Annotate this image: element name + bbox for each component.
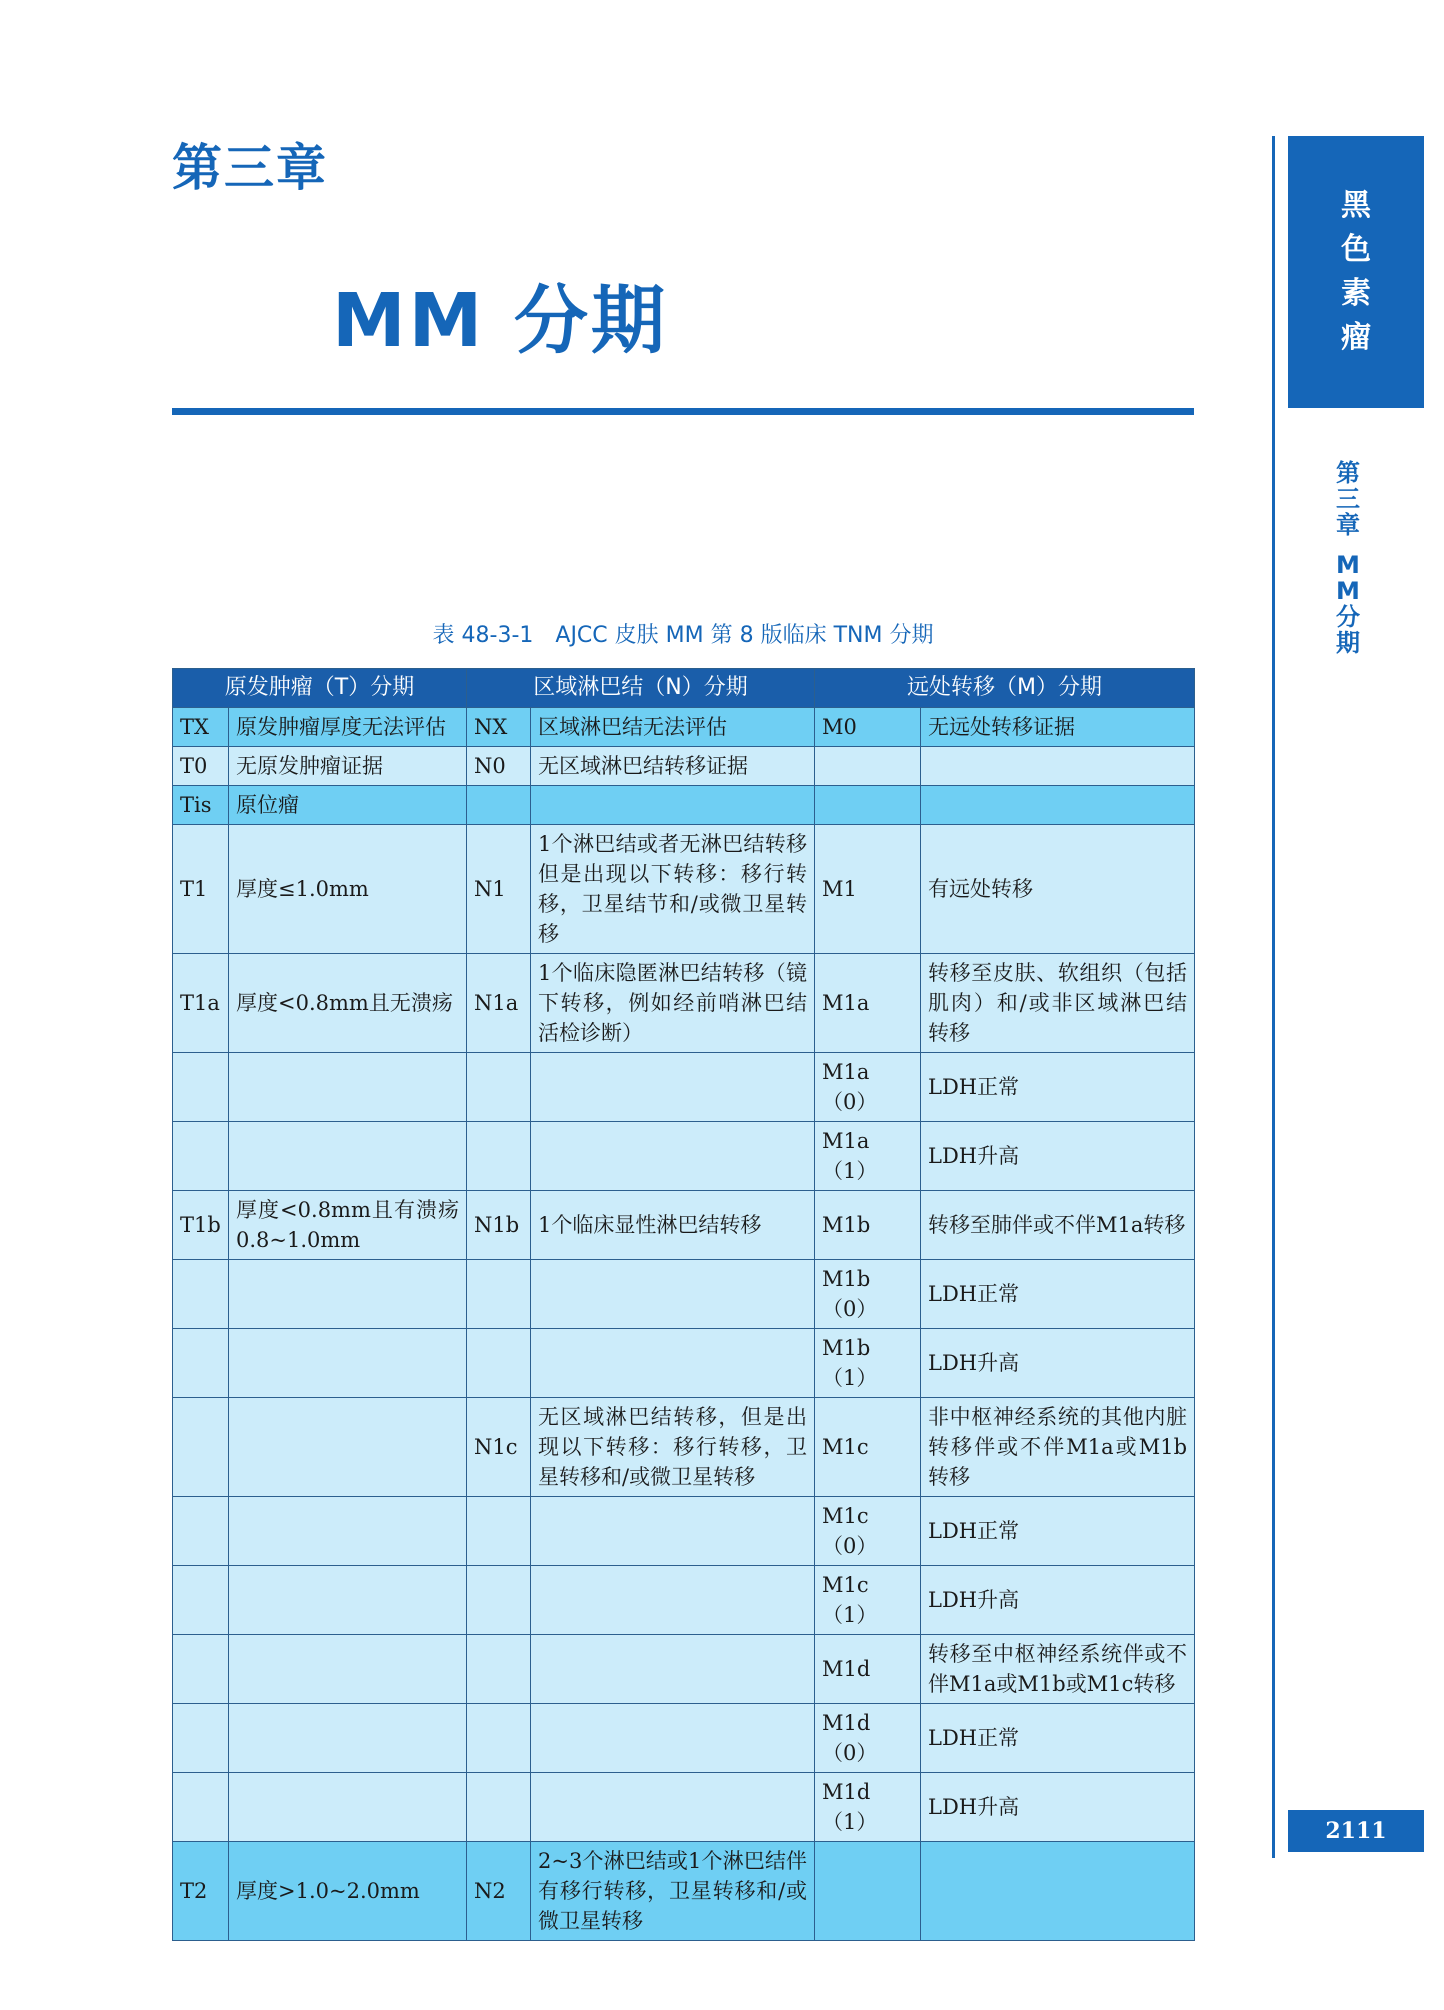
t-desc-cell (229, 1398, 467, 1497)
n-code-cell (467, 1260, 531, 1329)
t-code-cell (173, 1635, 229, 1704)
running-header-chapter: 第三章 (1336, 459, 1360, 539)
t-desc-cell (229, 1704, 467, 1773)
n-code-cell: N1b (467, 1191, 531, 1260)
m-desc-cell: LDH升高 (921, 1566, 1195, 1635)
n-desc-cell: 1个临床隐匿淋巴结转移（镜下转移，例如经前哨淋巴结活检诊断） (531, 954, 815, 1053)
table-row (173, 1497, 1195, 1566)
m-code-cell: M1d（0） (815, 1704, 921, 1773)
t-code-cell (173, 1566, 229, 1635)
table-body (173, 708, 1195, 1941)
table-row (173, 1635, 1195, 1704)
t-desc-cell: 厚度>1.0~2.0mm (229, 1842, 467, 1941)
chapter-heading: 第三章 (172, 139, 328, 197)
section-tab-char: 瘤 (1341, 320, 1371, 355)
table-row (173, 1398, 1195, 1497)
table-row (173, 1329, 1195, 1398)
m-code-cell: M1c（0） (815, 1497, 921, 1566)
table-row (173, 747, 1195, 786)
margin-rule (1272, 136, 1275, 1858)
m-code-cell: M1b（1） (815, 1329, 921, 1398)
n-code-cell: N1 (467, 825, 531, 954)
t-code-cell: T1 (173, 825, 229, 954)
n-desc-cell (531, 1329, 815, 1398)
t-desc-cell (229, 1773, 467, 1842)
table-row (173, 1566, 1195, 1635)
table-row (173, 954, 1195, 1053)
m-desc-cell: LDH正常 (921, 1497, 1195, 1566)
m-desc-cell: LDH正常 (921, 1053, 1195, 1122)
m-code-cell: M1a（0） (815, 1053, 921, 1122)
n-desc-cell: 1个淋巴结或者无淋巴结转移但是出现以下转移：移行转移，卫星结节和/或微卫星转移 (531, 825, 815, 954)
n-code-cell (467, 1053, 531, 1122)
m-code-cell: M1a（1） (815, 1122, 921, 1191)
m-code-cell: M1c (815, 1398, 921, 1497)
n-desc-cell: 区域淋巴结无法评估 (531, 708, 815, 747)
n-desc-cell (531, 1635, 815, 1704)
t-desc-cell: 厚度<0.8mm且无溃疡 (229, 954, 467, 1053)
page-title: MM 分期 (332, 278, 669, 364)
n-desc-cell (531, 1704, 815, 1773)
n-desc-cell (531, 1773, 815, 1842)
running-header-title: MM分期 (1336, 551, 1360, 657)
table-row (173, 825, 1195, 954)
n-desc-cell (531, 1566, 815, 1635)
t-desc-cell (229, 1635, 467, 1704)
n-code-cell (467, 1497, 531, 1566)
m-code-cell: M1d（1） (815, 1773, 921, 1842)
m-code-cell: M1b（0） (815, 1260, 921, 1329)
t-desc-cell (229, 1566, 467, 1635)
section-tab-char: 素 (1341, 276, 1371, 311)
m-desc-cell (921, 786, 1195, 825)
t-code-cell (173, 1773, 229, 1842)
m-desc-cell: LDH正常 (921, 1704, 1195, 1773)
table-row (173, 786, 1195, 825)
m-code-cell: M1b (815, 1191, 921, 1260)
m-desc-cell: 转移至肺伴或不伴M1a转移 (921, 1191, 1195, 1260)
t-desc-cell (229, 1329, 467, 1398)
n-code-cell (467, 1122, 531, 1191)
m-desc-cell: 无远处转移证据 (921, 708, 1195, 747)
table-row (173, 1122, 1195, 1191)
t-desc-cell: 厚度<0.8mm且有溃疡0.8~1.0mm (229, 1191, 467, 1260)
t-desc-cell (229, 1260, 467, 1329)
m-code-cell (815, 786, 921, 825)
n-code-cell: N0 (467, 747, 531, 786)
m-desc-cell (921, 1842, 1195, 1941)
m-code-cell: M0 (815, 708, 921, 747)
t-code-cell: T1b (173, 1191, 229, 1260)
n-desc-cell (531, 1497, 815, 1566)
t-code-cell: T1a (173, 954, 229, 1053)
header-n: 区域淋巴结（N）分期 (467, 669, 815, 708)
tnm-staging-table (172, 668, 1195, 1941)
t-code-cell: Tis (173, 786, 229, 825)
n-desc-cell (531, 1053, 815, 1122)
n-code-cell (467, 1329, 531, 1398)
table-row (173, 1773, 1195, 1842)
m-desc-cell: 转移至皮肤、软组织（包括肌肉）和/或非区域淋巴结转移 (921, 954, 1195, 1053)
section-tab-char: 色 (1341, 232, 1371, 267)
title-divider (172, 408, 1194, 415)
n-code-cell: N1c (467, 1398, 531, 1497)
n-desc-cell: 2~3个淋巴结或1个淋巴结伴有移行转移，卫星转移和/或微卫星转移 (531, 1842, 815, 1941)
t-code-cell (173, 1122, 229, 1191)
section-tab-char: 黑 (1341, 188, 1371, 223)
table-row (173, 708, 1195, 747)
t-desc-cell: 原位瘤 (229, 786, 467, 825)
t-code-cell (173, 1260, 229, 1329)
t-code-cell (173, 1053, 229, 1122)
n-code-cell (467, 1566, 531, 1635)
t-desc-cell: 无原发肿瘤证据 (229, 747, 467, 786)
page-number: 2111 (1288, 1810, 1424, 1852)
t-code-cell (173, 1329, 229, 1398)
m-code-cell: M1a (815, 954, 921, 1053)
t-desc-cell (229, 1053, 467, 1122)
m-code-cell: M1 (815, 825, 921, 954)
m-desc-cell: LDH正常 (921, 1260, 1195, 1329)
t-desc-cell: 原发肿瘤厚度无法评估 (229, 708, 467, 747)
n-desc-cell: 无区域淋巴结转移，但是出现以下转移：移行转移，卫星转移和/或微卫星转移 (531, 1398, 815, 1497)
n-code-cell (467, 786, 531, 825)
n-code-cell: NX (467, 708, 531, 747)
m-code-cell (815, 747, 921, 786)
t-desc-cell: 厚度≤1.0mm (229, 825, 467, 954)
table-row (173, 1260, 1195, 1329)
t-code-cell (173, 1704, 229, 1773)
t-desc-cell (229, 1122, 467, 1191)
n-code-cell (467, 1704, 531, 1773)
n-desc-cell (531, 1122, 815, 1191)
t-code-cell (173, 1497, 229, 1566)
n-code-cell (467, 1773, 531, 1842)
m-code-cell (815, 1842, 921, 1941)
section-tab (1288, 136, 1424, 408)
n-desc-cell: 无区域淋巴结转移证据 (531, 747, 815, 786)
table-header-row (173, 669, 1195, 708)
n-code-cell: N2 (467, 1842, 531, 1941)
n-desc-cell (531, 786, 815, 825)
table-caption: 表 48-3-1 AJCC 皮肤 MM 第 8 版临床 TNM 分期 (432, 623, 934, 648)
n-desc-cell (531, 1260, 815, 1329)
table-row (173, 1842, 1195, 1941)
m-desc-cell: LDH升高 (921, 1773, 1195, 1842)
m-desc-cell (921, 747, 1195, 786)
header-t: 原发肿瘤（T）分期 (173, 669, 467, 708)
table-row (173, 1053, 1195, 1122)
t-desc-cell (229, 1497, 467, 1566)
n-desc-cell: 1个临床显性淋巴结转移 (531, 1191, 815, 1260)
running-header (1330, 460, 1366, 656)
n-code-cell: N1a (467, 954, 531, 1053)
m-code-cell: M1c（1） (815, 1566, 921, 1635)
t-code-cell: T0 (173, 747, 229, 786)
m-desc-cell: 有远处转移 (921, 825, 1195, 954)
m-desc-cell: LDH升高 (921, 1329, 1195, 1398)
t-code-cell: TX (173, 708, 229, 747)
n-code-cell (467, 1635, 531, 1704)
t-code-cell (173, 1398, 229, 1497)
table-row (173, 1704, 1195, 1773)
m-desc-cell: LDH升高 (921, 1122, 1195, 1191)
m-desc-cell: 转移至中枢神经系统伴或不伴M1a或M1b或M1c转移 (921, 1635, 1195, 1704)
table-row (173, 1191, 1195, 1260)
m-code-cell: M1d (815, 1635, 921, 1704)
t-code-cell: T2 (173, 1842, 229, 1941)
m-desc-cell: 非中枢神经系统的其他内脏转移伴或不伴M1a或M1b转移 (921, 1398, 1195, 1497)
header-m: 远处转移（M）分期 (815, 669, 1195, 708)
